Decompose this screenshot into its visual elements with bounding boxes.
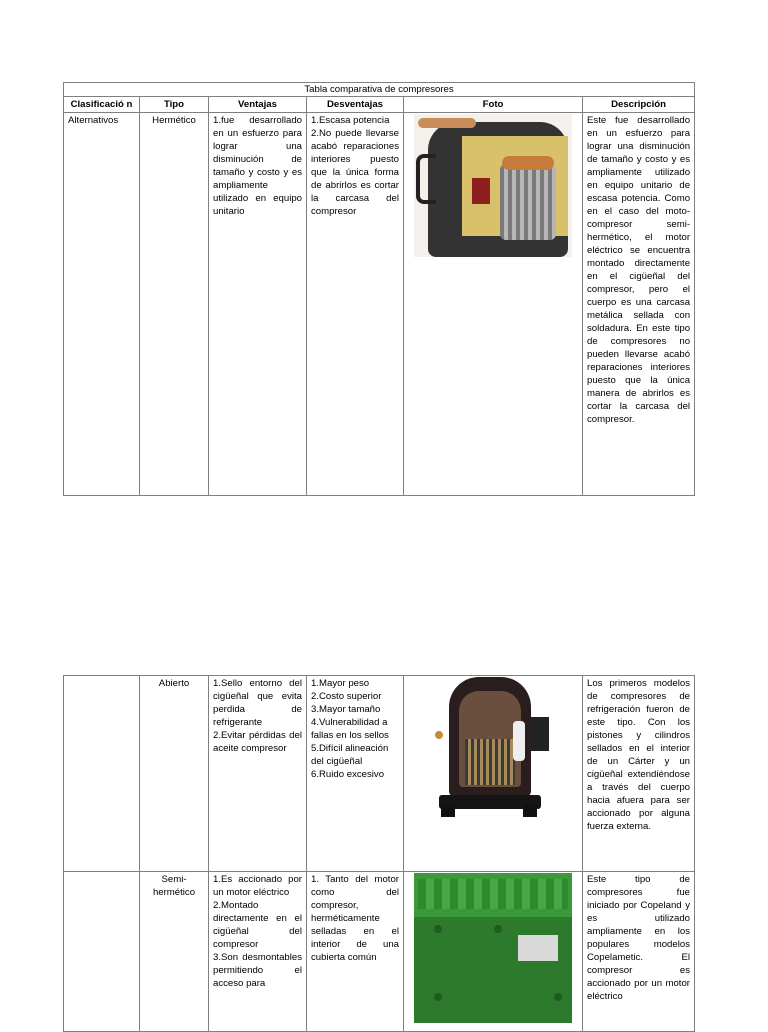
comparison-table-page2 bbox=[63, 675, 695, 1032]
table-row bbox=[64, 872, 695, 1032]
cell-clasificacion bbox=[64, 872, 140, 1032]
comparison-table-page1 bbox=[63, 82, 695, 496]
header-row bbox=[64, 97, 695, 113]
header-tipo: Tipo bbox=[140, 97, 209, 113]
header-foto: Foto bbox=[404, 97, 583, 113]
cell-tipo: Abierto bbox=[140, 676, 209, 872]
ventajas-text: 1.Es accionado por un motor eléctrico 2.Montado directamente en el cigüeñal del compresor 3.Son desmontables permitiendo el acceso para bbox=[213, 874, 302, 989]
header-desventajas: Desventajas bbox=[307, 97, 404, 113]
table-row bbox=[64, 113, 695, 496]
cell-descripcion: Los primeros modelos de compresores de refrigeración fueron de este tipo. Con los pistones y cilindros sellados en el interior de un Cárter y un cigüeñal extendiéndose a través del cuerpo hacia afuera para ser accionado por alguna fuerza externa. bbox=[583, 676, 695, 872]
cell-tipo: Hermético bbox=[140, 113, 209, 496]
header-descripcion: Descripción bbox=[583, 97, 695, 113]
hermetic-compressor-photo bbox=[414, 114, 572, 257]
cell-tipo: Semi-hermético bbox=[140, 872, 209, 1032]
open-compressor-photo bbox=[433, 677, 553, 825]
table-title: Tabla comparativa de compresores bbox=[64, 83, 695, 97]
cell-foto bbox=[404, 113, 583, 496]
cell-ventajas bbox=[209, 676, 307, 872]
cell-desventajas bbox=[307, 113, 404, 496]
semi-hermetic-compressor-photo bbox=[414, 873, 572, 1023]
cell-clasificacion bbox=[64, 676, 140, 872]
desventajas-text: 1.Escasa potencia 2.No puede llevarse acabó reparaciones interiores puesto que la única forma de abrirlos es cortar la carcasa del compresor bbox=[311, 115, 399, 217]
cell-descripcion: Este tipo de compresores fue iniciado por Copeland y es utilizado ampliamente en los populares modelos Copelametic. El compresor es accionado por un motor eléctrico bbox=[583, 872, 695, 1032]
header-clasificacion: Clasificació n bbox=[64, 97, 140, 113]
cell-desventajas bbox=[307, 676, 404, 872]
desventajas-text: 1.Mayor peso 2.Costo superior 3.Mayor tamaño 4.Vulnerabilidad a fallas en los sellos 5.Difícil alineación del cigüeñal 6.Ruido excesivo bbox=[311, 678, 389, 780]
header-ventajas: Ventajas bbox=[209, 97, 307, 113]
cell-descripcion: Este fue desarrollado en un esfuerzo para lograr una disminución de tamaño y costo y es ampliamente utilizado en equipo unitario de escasa potencia. Como en el caso del moto-compresor semi-hermético, el motor eléctrico se encuentra montado directamente en el cigüeñal del compresor, pero el cuerpo es una carcasa metálica sellada con soldadura. En este tipo de compresores no pueden llevarse acabó reparaciones interiores puesto que la única manera de abrirlos es cortar la carcasa del compresor. bbox=[583, 113, 695, 496]
cell-clasificacion: Alternativos bbox=[64, 113, 140, 496]
cell-foto bbox=[404, 872, 583, 1032]
cell-ventajas bbox=[209, 872, 307, 1032]
ventajas-text: 1.Sello entorno del cigüeñal que evita perdida de refrigerante 2.Evitar pérdidas del aceite compresor bbox=[213, 678, 302, 754]
table-row bbox=[64, 676, 695, 872]
cell-foto bbox=[404, 676, 583, 872]
cell-desventajas: 1. Tanto del motor como del compresor, herméticamente selladas en el interior de una cubierta común bbox=[307, 872, 404, 1032]
cell-ventajas: 1.fue desarrollado en un esfuerzo para lograr una disminución de tamaño y costo y es ampliamente utilizado en equipo unitario bbox=[209, 113, 307, 496]
